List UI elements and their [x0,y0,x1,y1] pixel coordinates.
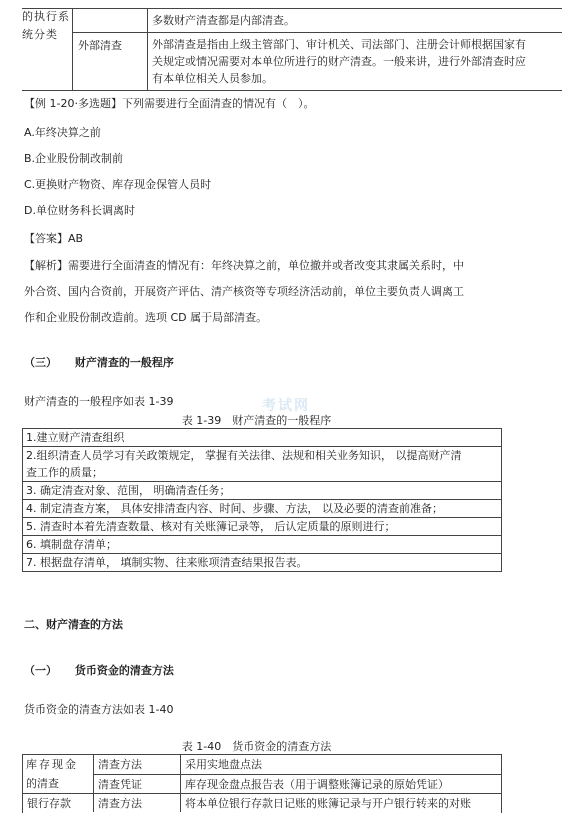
table-1-40-r1c3: 采用实地盘点法 [185,758,262,771]
table-1-40-r3c3-cell [181,794,501,812]
table-1-39-row: 7. 根据盘存清单， 填制实物、往来账项清查结果报告表。 [26,556,308,569]
option-b: B.企业股份制改制前 [24,152,124,165]
section3-heading-text: 财产清查的一般程序 [74,356,174,369]
top-table-row2-mid: 外部清查 [78,39,122,52]
watermark: 考试网 [262,398,310,414]
section-money-intro: 货币资金的清查方法如表 1-40 [24,703,174,716]
table-1-40-r3c2-cell [94,794,181,812]
option-d: D.单位财务科长调离时 [24,204,135,217]
table-1-40-c1-cell [23,755,94,794]
top-table-col1-cell [22,8,73,91]
table-1-39-row-text: 2.组织清查人员学习有关政策规定， 掌握有关法律、法规和相关业务知识， 以提高财产清 [26,449,462,462]
table-1-39 [22,428,502,572]
top-table-row1 [72,8,562,33]
top-table-row2-mid-cell [72,33,148,90]
table-1-40-r3c1: 银行存款 [27,797,71,810]
table-1-40-r3c3: 将本单位银行存款日记账的账簿记录与开户银行转来的对账 [185,797,471,810]
top-table [22,0,562,94]
table-1-40-r3c1-cell [23,794,94,812]
option-a: A.年终决算之前 [24,126,101,139]
table-1-40-caption: 表 1-40 货币资金的清查方法 [181,740,332,753]
table-1-39-row: 1.建立财产清查组织 [23,429,501,447]
top-table-top-border [22,8,562,9]
table-1-40-r2c2: 清查凭证 [98,778,142,791]
table-1-40-r2c3-cell [181,775,501,794]
top-table-row1-right: 多数财产清查都是内部清查。 [152,14,295,27]
section3-heading [24,355,174,371]
section3-intro: 财产清查的一般程序如表 1-39 [24,395,174,408]
table-1-40-c1-line-2: 的清查 [26,777,59,790]
table-1-40-r1c2-cell [94,755,181,775]
analysis-line-2: 外合资、国内合资前，开展资产评估、清产核资等专项经济活动前，单位主要负责人调离工 [24,285,464,298]
answer-line [24,231,83,247]
analysis-line-1 [24,258,464,274]
section-money-heading-num: （一） [24,664,57,677]
section3-heading-num: （三） [24,356,57,369]
table-1-40-c1-line-1: 库存现金 [26,758,78,771]
table-1-39-row-text: 查工作的质量； [26,466,103,479]
top-table-row1-mid [72,8,148,32]
table-1-39-caption: 表 1-39 财产清查的一般程序 [181,414,332,427]
table-1-40-r1c3-cell [181,755,501,775]
table-1-40-r3c2: 清查方法 [98,797,142,810]
top-table-row2-line-3: 有本单位相关人员参加。 [152,72,273,85]
example-question [24,96,314,112]
analysis-text-1: 需要进行全面清查的情况有：年终决算之前，单位撤并或者改变其隶属关系时，中 [68,259,464,272]
table-1-39-row: 6. 填制盘存清单； [23,536,501,554]
table-1-39-row: 4. 制定清查方案， 具体安排清查内容、时间、步骤、方法， 以及必要的清查前准备； [23,500,501,518]
table-1-39-row: 5. 清查时本着先清查数量、核对有关账簿记录等， 后认定质量的原则进行； [23,518,501,536]
example-prefix: 【例 1-20·多选题】 [24,97,122,110]
top-table-row2-line-1: 外部清查是指由上级主管部门、审计机关、司法部门、注册会计师根据国家有 [152,38,526,51]
analysis-label: 【解析】 [24,259,68,272]
analysis-line-3: 作和企业股份制改造前。选项 CD 属于局部清查。 [24,311,268,324]
table-1-40-r2c2-cell [94,775,181,794]
table-1-39-row [23,447,501,482]
table-1-39-row: 3. 确定清查对象、范围， 明确清查任务； [23,482,501,500]
example-question-text: 下列需要进行全面清查的情况有（ ）。 [121,97,315,110]
answer-label: 【答案】 [24,232,68,245]
table-1-40-r2c3: 库存现金盘点报告表（用于调整账簿记录的原始凭证） [185,778,449,791]
top-table-row2-line-2: 关规定或情况需要对本单位所进行的财产清查。一般来讲，进行外部清查时应 [152,55,526,68]
section-money-heading-text: 货币资金的清查方法 [74,664,174,677]
top-table-row2-right [152,36,526,87]
table-1-40 [22,754,502,813]
section-two-heading: 二、财产清查的方法 [24,618,123,631]
option-c: C.更换财产物资、库存现金保管人员时 [24,178,212,191]
top-table-row2 [72,33,562,91]
table-1-40-r1c2: 清查方法 [98,758,142,771]
top-table-col1-text: 的执行系统分类 [22,10,70,41]
section-money-heading [24,663,174,679]
answer-value: AB [68,232,84,245]
